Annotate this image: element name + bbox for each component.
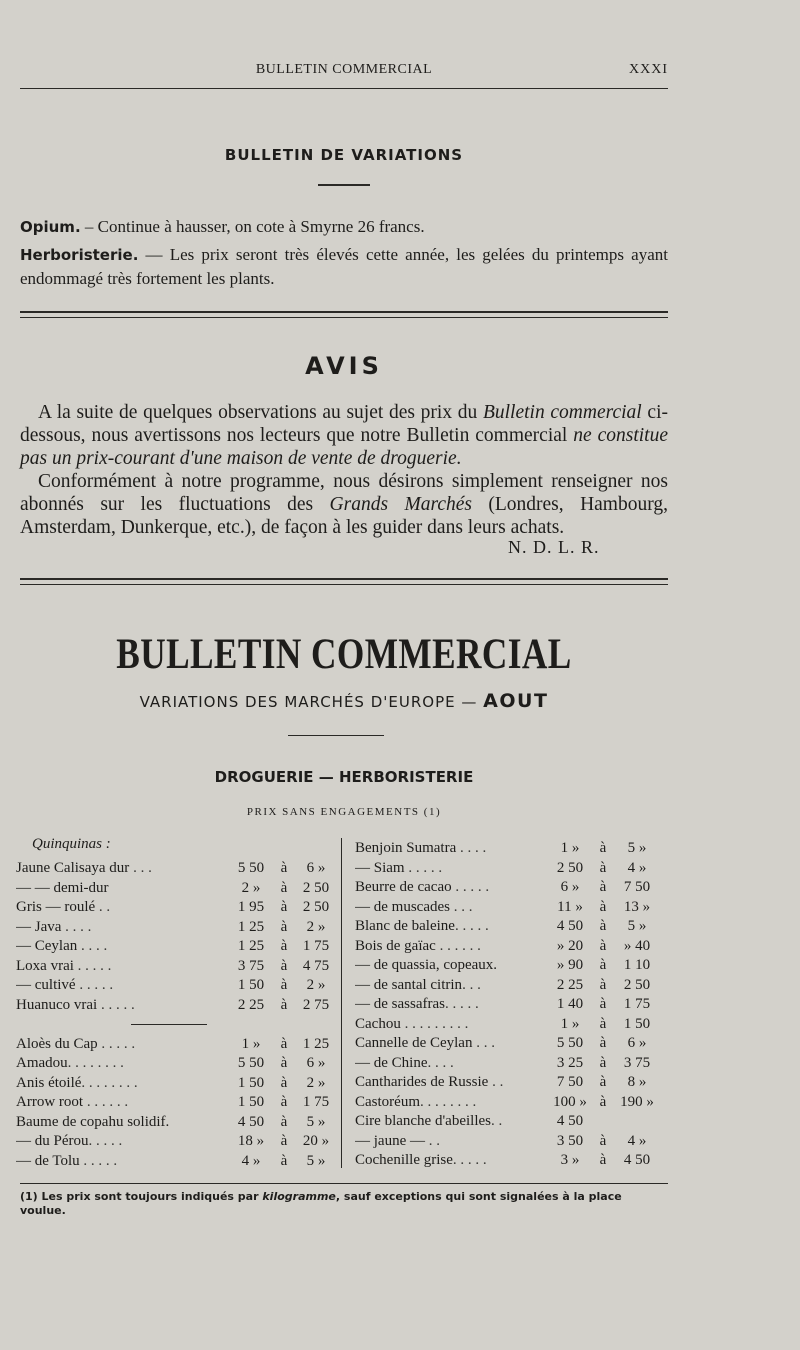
price-row — [355, 1072, 657, 1092]
price-row — [16, 1112, 336, 1132]
item-label: Aloès du Cap — [16, 1035, 98, 1052]
footnote — [20, 1190, 668, 1218]
item-label: Cachou — [355, 1015, 401, 1032]
item-label: Bois de gaïac — [355, 937, 436, 954]
range-separator: à — [599, 957, 607, 973]
price-high: 5 » — [627, 840, 647, 856]
range-separator: à — [599, 859, 607, 876]
price-high: 1 10 — [623, 957, 651, 973]
price-low: 4 50 — [556, 1113, 584, 1129]
price-item-name — [16, 858, 228, 878]
title-underline — [288, 735, 384, 736]
range-separator: à — [599, 996, 607, 1012]
price-low: 18 » — [237, 1133, 265, 1149]
price-low: 2 25 — [237, 996, 265, 1013]
price-high: 13 » — [623, 898, 651, 915]
item-label: Beurre de cacao — [355, 879, 452, 895]
avis-paragraph-1 — [20, 401, 668, 470]
price-item-name — [355, 897, 549, 917]
price-low: 5 50 — [556, 1035, 584, 1051]
item-label: — de quassia, copeaux. — [355, 957, 498, 973]
price-row — [355, 1111, 657, 1131]
price-item-name — [16, 936, 228, 956]
price-high: 4 » — [627, 859, 647, 876]
price-low: 4 50 — [556, 918, 584, 934]
price-row — [16, 936, 336, 956]
leader-dots: . . . — [462, 976, 481, 993]
price-low: 5 50 — [237, 860, 265, 876]
running-title: BULLETIN COMMERCIAL — [255, 62, 433, 77]
leader-dots: . . . — [449, 898, 473, 915]
price-row — [16, 1131, 336, 1151]
price-high: 3 75 — [623, 1054, 651, 1071]
opium-paragraph — [20, 215, 668, 239]
leader-dots: . . . . — [77, 938, 108, 954]
price-item-name — [16, 1053, 228, 1073]
price-row — [355, 1131, 657, 1151]
price-row — [16, 975, 336, 995]
title-underline — [318, 184, 370, 186]
price-high: 5 » — [306, 1152, 326, 1169]
leader-dots: . . . . . — [79, 1152, 118, 1169]
avis-text-part: A la suite de quelques observations au sujet des prix du — [38, 402, 483, 423]
price-row — [16, 1034, 336, 1054]
leader-dots: . . . . . — [73, 957, 112, 974]
price-low: 1 » — [560, 840, 580, 856]
leader-dots: . . . . . — [444, 996, 479, 1012]
item-label: — — demi-dur — [16, 879, 109, 896]
footnote-rule — [20, 1183, 668, 1184]
price-item-name — [355, 1072, 549, 1092]
item-label: — Java — [16, 918, 62, 935]
footnote-text: , sauf exceptions qui sont signalées à la place voulue. — [20, 1190, 622, 1217]
leader-dots: . . . . — [427, 1054, 454, 1071]
price-low: 1 25 — [237, 938, 265, 954]
leader-dots: . . . . . — [451, 879, 490, 895]
item-label: — de muscades — [355, 898, 450, 915]
leader-dots: . . . . . . . . . — [400, 1015, 469, 1032]
price-item-name — [16, 1092, 228, 1112]
price-item-name — [16, 975, 228, 995]
price-item-name — [355, 975, 549, 995]
price-low: 11 » — [557, 898, 583, 915]
price-item-name — [16, 1151, 228, 1171]
price-high: 20 » — [302, 1133, 330, 1149]
price-low: 1 » — [560, 1015, 580, 1032]
price-item-name — [355, 858, 549, 878]
item-label: Anis étoilé — [16, 1074, 82, 1091]
price-item-name — [355, 1014, 549, 1034]
price-low: 5 50 — [237, 1055, 265, 1071]
price-low: 100 » — [553, 1093, 587, 1110]
price-high: 2 50 — [302, 899, 330, 915]
price-row — [355, 1033, 657, 1053]
price-item-name — [355, 1053, 549, 1073]
item-label: Baume de copahu solidif. — [16, 1113, 170, 1130]
range-separator: à — [280, 1035, 288, 1052]
price-item-name — [16, 917, 228, 937]
price-low: 2 50 — [556, 859, 584, 876]
price-row — [16, 917, 336, 937]
running-head — [20, 60, 668, 82]
item-label: Cannelle de Ceylan — [355, 1035, 473, 1051]
range-separator: à — [280, 996, 288, 1013]
footnote-text: (1) Les prix sont toujours indiqués par — [20, 1190, 263, 1203]
range-separator: à — [599, 1015, 607, 1032]
price-high: 2 » — [306, 1074, 326, 1091]
price-row — [355, 916, 657, 936]
price-row — [355, 858, 657, 878]
item-label: Jaune Calisaya dur — [16, 860, 130, 876]
range-separator: à — [599, 1074, 607, 1090]
price-high: 5 » — [306, 1113, 326, 1130]
item-label: — Ceylan — [16, 938, 78, 954]
leader-dots: . . . — [129, 860, 152, 876]
price-low: 1 40 — [556, 996, 584, 1012]
range-separator: à — [599, 840, 607, 856]
range-separator: à — [599, 1093, 607, 1110]
range-separator: à — [599, 937, 607, 954]
price-low: 1 » — [241, 1035, 261, 1052]
price-row — [355, 897, 657, 917]
range-separator: à — [599, 1054, 607, 1071]
bulletin-subtitle — [20, 690, 668, 712]
price-high: 6 » — [306, 860, 326, 876]
price-item-name — [16, 956, 228, 976]
item-label: Huanuco vrai — [16, 996, 98, 1013]
column-divider — [341, 838, 342, 1168]
signature: N. D. L. R. — [508, 537, 600, 557]
price-item-name — [16, 1073, 228, 1093]
price-row — [355, 1150, 657, 1170]
price-low: 3 25 — [556, 1054, 584, 1071]
price-row — [355, 955, 657, 975]
item-label: — de Chine — [355, 1054, 428, 1071]
price-row — [16, 1151, 336, 1171]
range-separator: à — [280, 1152, 288, 1169]
item-label: — cultivé — [16, 977, 76, 993]
range-separator: à — [599, 1035, 607, 1051]
leader-dots: . . . . . . . . — [420, 1093, 477, 1110]
subtitle-month: AOUT — [483, 690, 549, 712]
price-low: 3 » — [560, 1152, 580, 1168]
range-separator: à — [599, 976, 607, 993]
price-item-name — [355, 916, 549, 936]
price-row — [16, 1053, 336, 1073]
price-row — [355, 877, 657, 897]
leader-dots: . . — [488, 1074, 504, 1090]
price-item-name — [16, 878, 228, 898]
item-label: Gris — roulé — [16, 899, 96, 915]
range-separator: à — [280, 899, 288, 915]
price-row — [355, 975, 657, 995]
price-row — [16, 897, 336, 917]
range-separator: à — [280, 1074, 288, 1091]
price-high: 5 » — [627, 918, 647, 934]
item-label: Blanc de baleine — [355, 918, 455, 934]
price-low: 7 50 — [556, 1074, 584, 1090]
avis-italic-markets: Grands Marchés — [329, 494, 472, 515]
price-item-name — [355, 838, 549, 858]
leader-dots: . . . . . — [454, 918, 489, 934]
leader-dots: . . . — [472, 1035, 495, 1051]
page-folio: XXXI — [629, 62, 668, 77]
leader-dots: . . . . . — [97, 996, 135, 1013]
price-item-name — [355, 1111, 549, 1131]
price-high: 2 75 — [302, 996, 330, 1013]
price-item-name — [355, 1033, 549, 1053]
price-low: 1 50 — [237, 977, 265, 993]
variations-title: BULLETIN DE VARIATIONS — [224, 146, 464, 164]
price-row — [16, 1073, 336, 1093]
leader-dots: . . . . . — [88, 1133, 123, 1149]
leader-dots: . . — [424, 1132, 440, 1149]
item-label: Loxa vrai — [16, 957, 74, 974]
item-label: Amadou — [16, 1055, 68, 1071]
leader-dots: . . . . — [61, 918, 92, 935]
leader-dots: . . . . . — [452, 1152, 487, 1168]
range-separator: à — [280, 1055, 288, 1071]
leader-dots: . . . . . — [75, 977, 114, 993]
herboristerie-text: — Les prix seront très élevés cette année, les gelées du printemps ayant endommagé très fortement les plants. — [20, 245, 668, 288]
price-row — [16, 1092, 336, 1112]
header-rule — [20, 88, 668, 89]
herboristerie-paragraph — [20, 243, 668, 291]
price-high: 2 » — [306, 977, 326, 993]
leader-dots: . . . . . — [404, 859, 443, 876]
price-low: 2 25 — [556, 976, 584, 993]
quinquinas-heading: Quinquinas : — [32, 836, 111, 852]
price-item-name — [16, 897, 228, 917]
price-low: 2 » — [241, 879, 261, 896]
price-item-name — [355, 936, 549, 956]
price-high: 1 50 — [623, 1015, 651, 1032]
item-label: — jaune — — [355, 1132, 425, 1149]
opium-text: – Continue à hausser, on cote à Smyrne 26 francs. — [80, 217, 425, 236]
item-label: — Siam — [355, 859, 405, 876]
price-low: » 20 — [556, 937, 584, 954]
leader-dots: . . . . . . . . — [67, 1055, 124, 1071]
price-item-name — [16, 1131, 228, 1151]
range-separator: à — [599, 879, 607, 895]
range-separator: à — [280, 1133, 288, 1149]
price-row — [355, 1014, 657, 1034]
price-row — [16, 956, 336, 976]
price-high: 7 50 — [623, 879, 651, 895]
price-high: » 40 — [623, 937, 651, 954]
range-separator: à — [280, 918, 288, 935]
price-item-name — [16, 1034, 228, 1054]
item-label: — de Tolu — [16, 1152, 80, 1169]
price-item-name — [355, 877, 549, 897]
price-high: 2 » — [306, 918, 326, 935]
price-row — [16, 858, 336, 878]
price-item-name — [355, 994, 549, 1014]
price-item-name — [355, 1150, 549, 1170]
price-low: 3 75 — [237, 957, 265, 974]
price-high: 6 » — [306, 1055, 326, 1071]
price-row — [355, 1053, 657, 1073]
range-separator: à — [280, 860, 288, 876]
herboristerie-label: Herboristerie. — [20, 246, 139, 264]
price-high: 2 50 — [623, 976, 651, 993]
leader-dots: . . . . — [456, 840, 487, 856]
item-label: Benjoin Sumatra — [355, 840, 457, 856]
section-title: DROGUERIE — HERBORISTERIE — [214, 768, 474, 786]
price-item-name — [355, 1131, 549, 1151]
bulletin-title: BULLETIN COMMERCIAL — [116, 631, 572, 678]
price-low: 4 50 — [237, 1113, 265, 1130]
price-high: 4 75 — [302, 957, 330, 974]
item-label: Cire blanche d'abeilles — [355, 1113, 491, 1129]
item-label: Cochenille grise — [355, 1152, 453, 1168]
avis-title: AVIS — [305, 352, 383, 380]
avis-paragraph-2 — [20, 470, 668, 539]
range-separator: à — [280, 977, 288, 993]
item-label: — du Pérou — [16, 1133, 89, 1149]
leader-dots: . . . . . . — [435, 937, 481, 954]
item-label: — de santal citrin — [355, 976, 463, 993]
range-separator: à — [280, 1094, 288, 1110]
leader-dots: . . — [490, 1113, 503, 1129]
price-low: 3 50 — [556, 1132, 584, 1149]
price-low: 6 » — [560, 879, 580, 895]
item-label: Arrow root — [16, 1094, 84, 1110]
price-item-name — [355, 955, 549, 975]
price-note: PRIX SANS ENGAGEMENTS (1) — [246, 806, 442, 818]
price-high: 1 75 — [302, 938, 330, 954]
group-separator — [131, 1024, 207, 1025]
price-high: 190 » — [620, 1093, 654, 1110]
item-label: Cantharides de Russie — [355, 1074, 489, 1090]
section-double-rule — [20, 311, 668, 318]
item-label: Castoréum — [355, 1093, 420, 1110]
price-item-name — [16, 1112, 228, 1132]
price-high: 4 50 — [623, 1152, 651, 1168]
range-separator: à — [599, 898, 607, 915]
opium-label: Opium. — [20, 218, 81, 236]
avis-text-part: Conformément à notre programme, nous désirons simplement renseigner nos abonnés sur les fluctuations des — [20, 471, 668, 515]
range-separator: à — [280, 1113, 288, 1130]
range-separator: à — [280, 879, 288, 896]
range-separator: à — [280, 938, 288, 954]
price-high: 1 75 — [302, 1094, 330, 1110]
price-high: 8 » — [627, 1074, 647, 1090]
price-row — [355, 936, 657, 956]
price-low: 4 » — [241, 1152, 261, 1169]
price-low: 1 95 — [237, 899, 265, 915]
section-double-rule — [20, 578, 668, 585]
leader-dots: . . . . . — [97, 1035, 136, 1052]
price-row — [355, 838, 657, 858]
price-item-name — [16, 995, 228, 1015]
leader-dots: . . . . . . — [83, 1094, 129, 1110]
item-label: — de sassafras — [355, 996, 445, 1012]
price-high: 1 75 — [623, 996, 651, 1012]
price-low: » 90 — [556, 957, 584, 973]
price-row — [355, 994, 657, 1014]
price-high: 6 » — [627, 1035, 647, 1051]
range-separator: à — [599, 1132, 607, 1149]
avis-italic-bulletin: Bulletin commercial — [482, 402, 642, 423]
avis-italic-notice: ne constitue pas un prix-courant d'une maison de vente de droguerie. — [20, 425, 668, 469]
leader-dots: . . — [95, 899, 111, 915]
price-low: 1 50 — [237, 1074, 265, 1091]
price-row — [355, 1092, 657, 1112]
price-item-name — [355, 1092, 549, 1112]
range-separator: à — [280, 957, 288, 974]
range-separator: à — [599, 918, 607, 934]
price-low: 1 25 — [237, 918, 265, 935]
subtitle-text: VARIATIONS DES MARCHÉS D'EUROPE — — [139, 693, 478, 711]
avis-text-part: ci-dessous, nous avertissons nos lecteurs que notre Bulletin commercial — [20, 402, 668, 446]
price-high: 1 25 — [302, 1035, 330, 1052]
leader-dots: . . . . . . . . — [81, 1074, 138, 1091]
avis-text-part: (Londres, Hambourg, Amsterdam, Dunkerque, etc.), de façon à les guider dans leurs achats. — [20, 494, 668, 538]
price-row — [16, 995, 336, 1015]
price-row — [16, 878, 336, 898]
price-high: 2 50 — [302, 879, 330, 896]
range-separator: à — [599, 1152, 607, 1168]
footnote-italic: kilogramme — [262, 1190, 336, 1203]
price-low: 1 50 — [237, 1094, 265, 1110]
price-high: 4 » — [627, 1132, 647, 1149]
